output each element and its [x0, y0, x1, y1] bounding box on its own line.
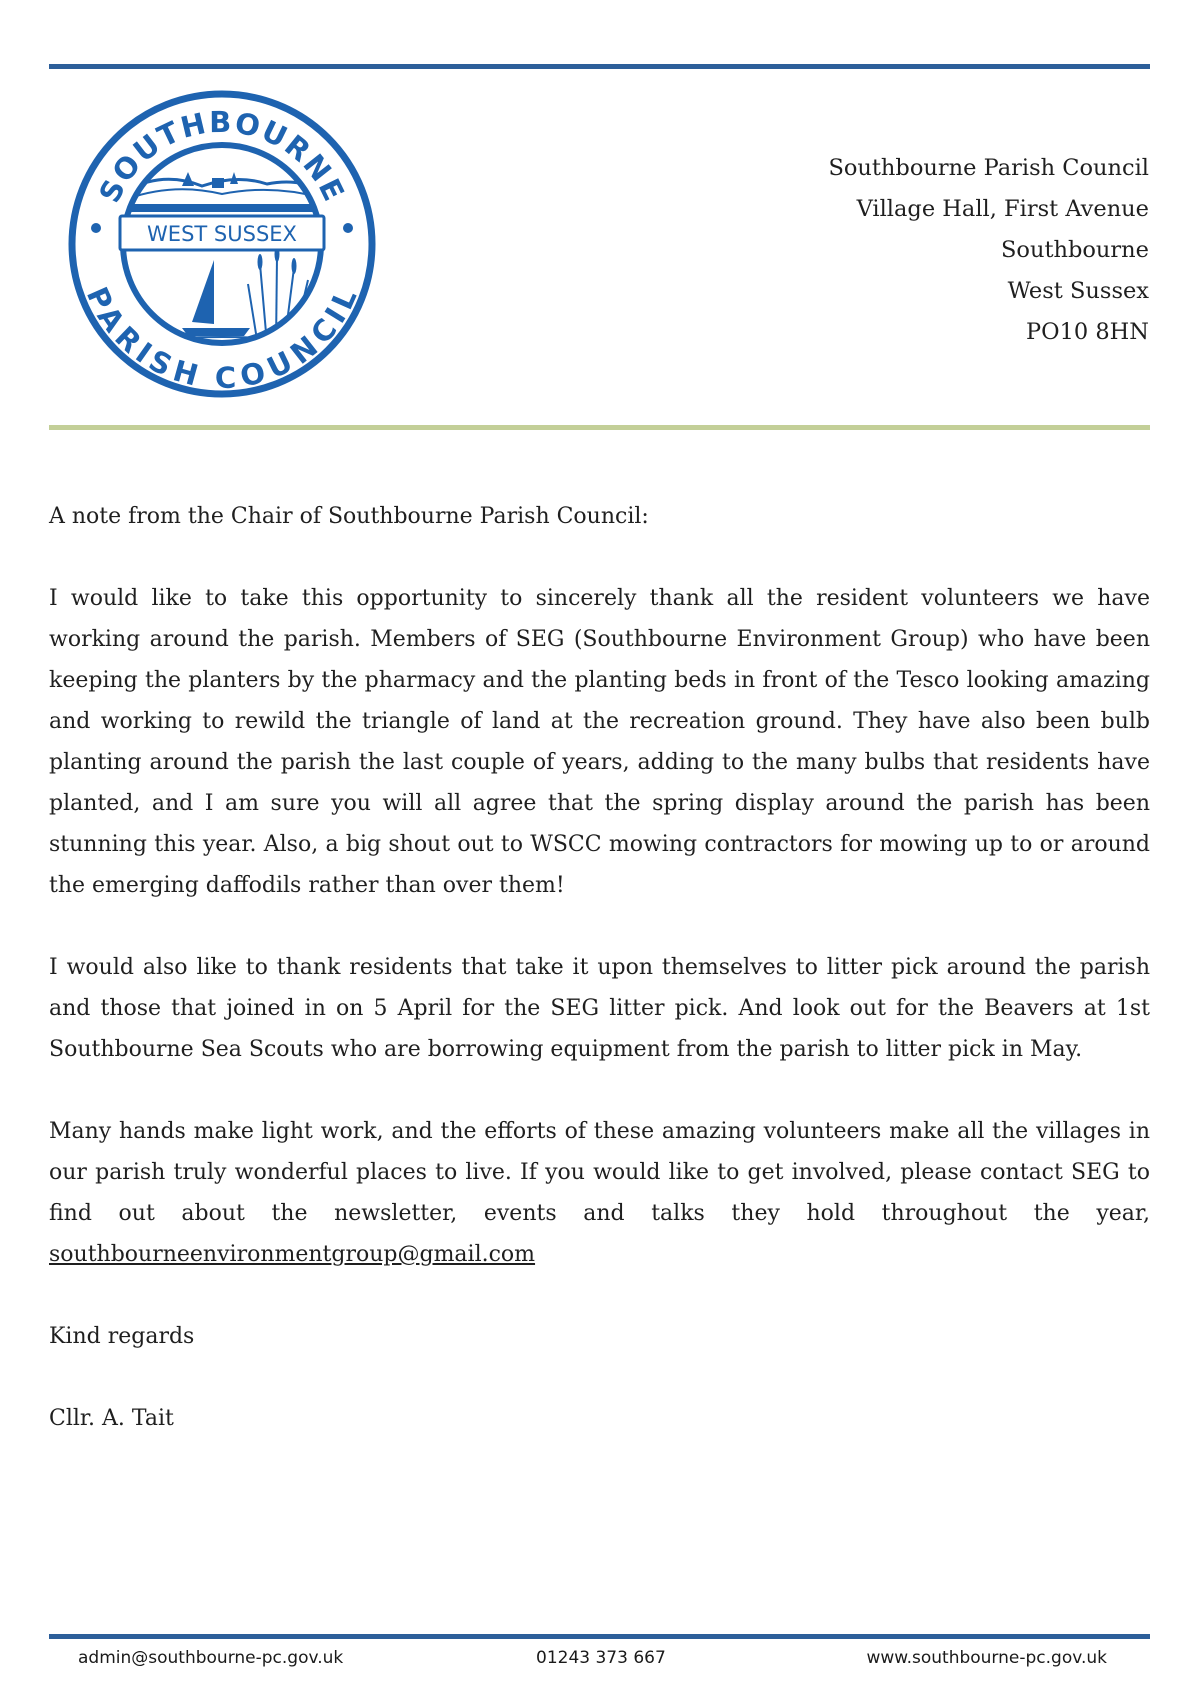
footer-website[interactable]: www.southbourne-pc.gov.uk	[866, 1648, 1107, 1668]
address-line-2: Village Hall, First Avenue	[856, 196, 1149, 222]
letter-paragraph-1: I would like to take this opportunity to sincerely thank all the resident volunteers we have working around the parish. Members of SEG (Southbourne Environment Group) who have been keeping the planters by the pharmacy and the planting beds in front of the Tesco looking amazing and working to rewild the triangle of land at the recreation ground. They have also been bulb planting around the parish the last couple of years, adding to the many bulbs that residents have planted, and I am sure you will all agree that the spring display around the parish has been stunning this year. Also, a big shout out to WSCC mowing contractors for mowing up to or around the emerging daffodils rather than over them!	[49, 586, 1150, 898]
logo-bottom-text: PARISH COUNCIL	[80, 281, 364, 395]
logo-dot-left	[91, 223, 101, 233]
footer-phone: 01243 373 667	[536, 1648, 666, 1668]
header-divider	[49, 425, 1150, 430]
address-line-1: Southbourne Parish Council	[828, 155, 1149, 181]
council-address	[828, 148, 1149, 353]
letter-paragraph-3	[49, 1111, 1150, 1275]
address-line-4: West Sussex	[1007, 278, 1149, 304]
footer-divider	[49, 1634, 1150, 1639]
logo-top-text: SOUTHBOURNE	[92, 104, 352, 208]
letter-closing: Kind regards	[49, 1324, 195, 1349]
footer	[0, 1648, 1200, 1678]
top-divider	[49, 64, 1150, 69]
letter-paragraph-3-text: Many hands make light work, and the efforts of these amazing volunteers make all the villages in our parish truly wonderful places to live. If you would like to get involved, please contact SEG to find out about the newsletter, events and talks they hold throughout the year,	[49, 1119, 1150, 1226]
svg-text:PARISH COUNCIL	[80, 282, 364, 395]
seg-email-link[interactable]: southbourneenvironmentgroup@gmail.com	[49, 1242, 536, 1267]
logo-dot-right	[343, 223, 353, 233]
address-line-3: Southbourne	[1001, 237, 1149, 263]
letter-signature: Cllr. A. Tait	[49, 1406, 174, 1431]
address-line-5: PO10 8HN	[1026, 319, 1149, 345]
sailboat-icon	[192, 260, 214, 324]
footer-email[interactable]: admin@southbourne-pc.gov.uk	[78, 1648, 344, 1668]
letter-body	[49, 496, 1150, 1480]
logo-band-text: WEST SUSSEX	[147, 222, 297, 246]
letter-paragraph-2: I would also like to thank residents that take it upon themselves to litter pick around the parish and those that joined in on 5 April for the SEG litter pick. And look out for the Beavers at 1st Southbourne Sea Scouts who are borrowing equipment from the parish to litter pick in May.	[49, 955, 1150, 1062]
parish-council-logo	[62, 84, 382, 404]
letter-intro: A note from the Chair of Southbourne Parish Council:	[49, 504, 649, 529]
